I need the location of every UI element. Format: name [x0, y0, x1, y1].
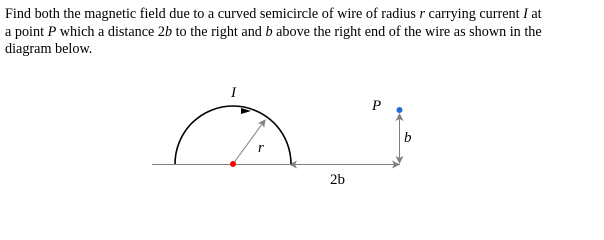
text-segment: Find both the magnetic field due to a curved semicircle of wire of radius [5, 6, 420, 22]
current-label: I [231, 85, 236, 101]
distance-b-label: b [404, 130, 412, 146]
text-segment: at [527, 6, 542, 22]
point-p-dot [397, 107, 403, 113]
point-p-label: P [372, 98, 382, 114]
math-variable: b [265, 23, 273, 40]
center-point-dot [230, 161, 236, 167]
text-segment: which a distance 2 [56, 23, 165, 40]
math-variable: I [523, 6, 528, 22]
math-variable: b [164, 23, 173, 40]
text-segment: to the right and [172, 23, 266, 40]
text-segment: carrying current [425, 6, 524, 22]
text-segment: a point [5, 23, 48, 40]
math-variable: P [47, 23, 57, 40]
radius-label: r [258, 140, 264, 156]
distance-2b-label: 2b [330, 172, 345, 188]
text-segment: above the right end of the wire as shown in the [272, 23, 542, 40]
text-segment: diagram below. [5, 41, 93, 57]
semicircle-wire [175, 106, 291, 164]
math-variable: r [419, 6, 425, 22]
